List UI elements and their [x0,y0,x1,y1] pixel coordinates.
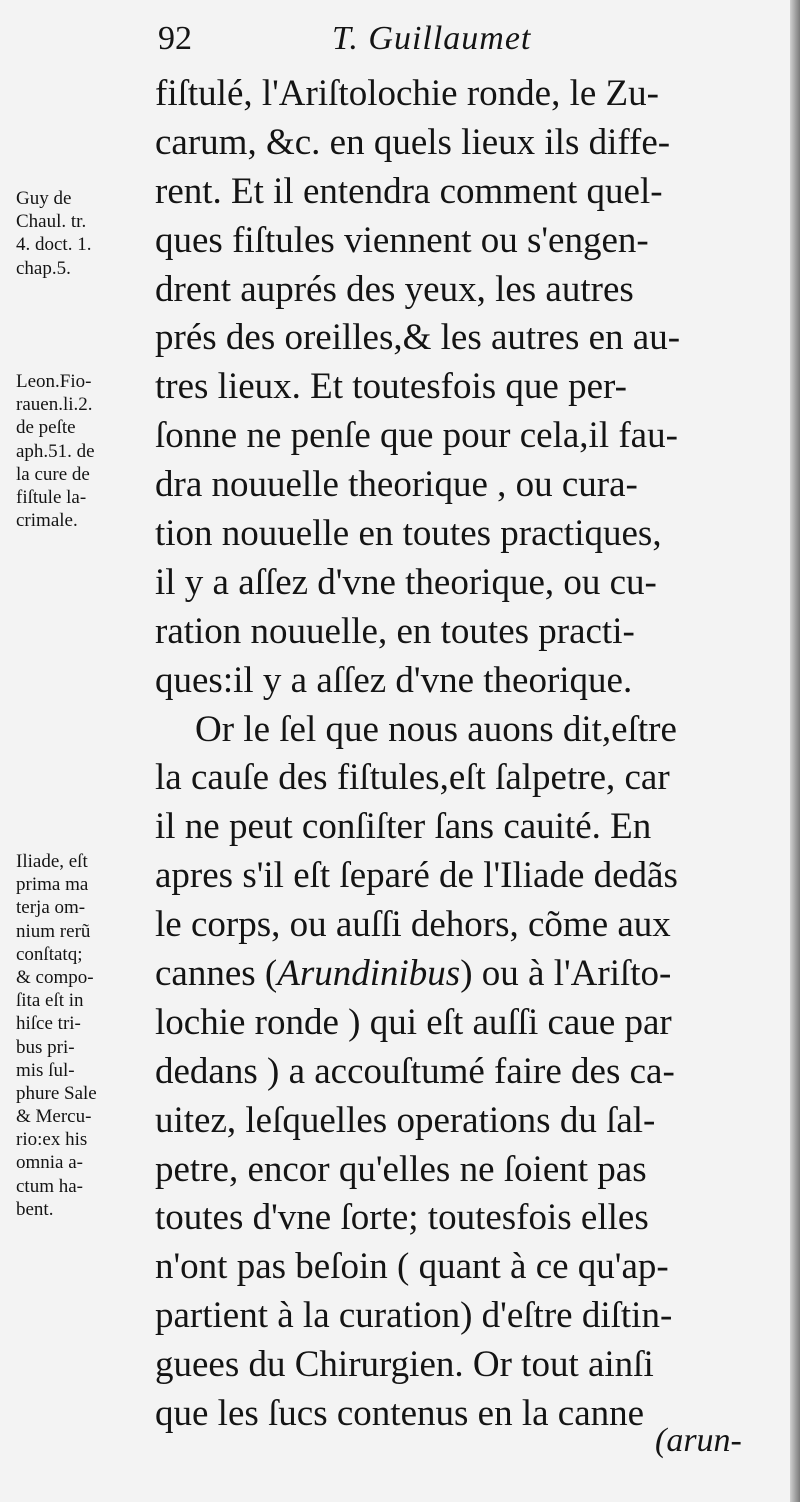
margin-note-line: la cure de [16,463,90,485]
margin-note-line: Guy de [16,188,72,209]
margin-note-line: Iliade, eſt [16,851,88,872]
paragraph-start-line: Or le ſel que nous auons dit,eſtre [195,708,677,750]
text-line: toutes d'vne ſorte; toutesfois elles [155,1197,649,1239]
text-line: ration nouuelle, en toutes practi- [155,610,635,652]
margin-note-line: fiſtule la- [16,486,87,508]
margin-note-line: mis ſul- [16,1059,75,1081]
text-line: le corps, ou auſſi dehors, cõme aux [155,904,671,946]
margin-note-iliade [16,850,154,1221]
margin-note-line: aph.51. de [16,440,95,462]
margin-note-line: prima ma [16,874,89,896]
text-line: tres lieux. Et toutesfois que per- [155,366,627,408]
running-head: T. Guillaumet [332,20,532,57]
text-line: apres s'il eſt ſeparé de l'Iliade dedãs [155,855,678,897]
margin-note-line: nium rerũ [16,920,91,942]
text-line: il y a aſſez d'vne theorique, ou cu- [155,561,657,603]
margin-note-line: de peſte [16,417,76,439]
margin-note-line: phure Sale [16,1082,97,1104]
page-number: 92 [158,20,192,57]
text-line: guees du Chirurgien. Or tout ainſi [155,1344,654,1386]
margin-note-line: terja om- [16,897,86,919]
text-line: que les ſucs contenus en la canne [155,1393,645,1435]
text-line: dra nouuelle theorique , ou cura- [155,464,638,506]
margin-note-line: chap.5. [16,257,71,279]
text-fragment: ) ou à l'Ariſto- [460,953,672,995]
text-fragment: cannes ( [155,953,278,995]
margin-note-line: 4. doct. 1. [16,234,92,256]
margin-note-line: omnia a- [16,1152,84,1174]
text-line: ſonne ne penſe que pour cela,il fau- [155,415,678,457]
catchword: (arun- [655,1422,742,1459]
margin-note-fioravanti [16,370,154,532]
margin-note-guy-de-chauliac [16,187,154,280]
text-line: tion nouuelle en toutes practiques, [155,513,662,555]
text-line: drent auprés des yeux, les autres [155,268,634,310]
margin-note-line: bus pri- [16,1036,75,1058]
main-text-block [155,70,755,1439]
text-line: petre, encor qu'elles ne ſoient pas [155,1148,647,1190]
text-line: partient à la curation) d'eſtre diſtin- [155,1295,673,1337]
margin-note-line: rauen.li.2. [16,394,93,416]
text-line: dedans ) a accouſtumé faire des ca- [155,1050,675,1092]
text-line: prés des oreilles,& les autres en au- [155,317,681,359]
text-line: uitez, leſquelles operations du ſal- [155,1099,656,1141]
text-line: fiſtulé, l'Ariſtolochie ronde, le Zu- [155,73,659,114]
margin-note-line: crimale. [16,510,78,532]
text-line: n'ont pas beſoin ( quant à ce qu'ap- [155,1246,669,1288]
text-line: rent. Et il entendra comment quel- [155,170,663,212]
text-line: ques fiſtules viennent ou s'engen- [155,219,649,261]
margin-note-line: & compo- [16,966,94,988]
margin-note-line: hiſce tri- [16,1013,81,1035]
italic-word: Arundinibus [277,953,461,995]
margin-note-line: ctum ha- [16,1175,84,1197]
text-line-with-italic [155,950,755,999]
margin-note-line: conſtatq; [16,943,83,965]
text-line: lochie ronde ) qui eſt auſſi caue par [155,1001,672,1043]
text-line: la cauſe des fiſtules,eſt ſalpetre, car [155,757,670,799]
margin-note-line: ſita eſt in [16,990,84,1012]
text-line: ques:il y a aſſez d'vne theorique. [155,659,633,701]
margin-note-line: bent. [16,1198,54,1220]
margin-note-line: Leon.Fio- [16,371,92,392]
margin-note-line: rio:ex his [16,1129,88,1151]
margin-note-line: & Mercu- [16,1106,92,1128]
page-header [150,18,610,64]
text-line: carum, &c. en quels lieux ils diffe- [155,121,671,163]
text-line: il ne peut conſiſter ſans cauité. En [155,806,652,848]
margin-note-line: Chaul. tr. [16,211,87,233]
